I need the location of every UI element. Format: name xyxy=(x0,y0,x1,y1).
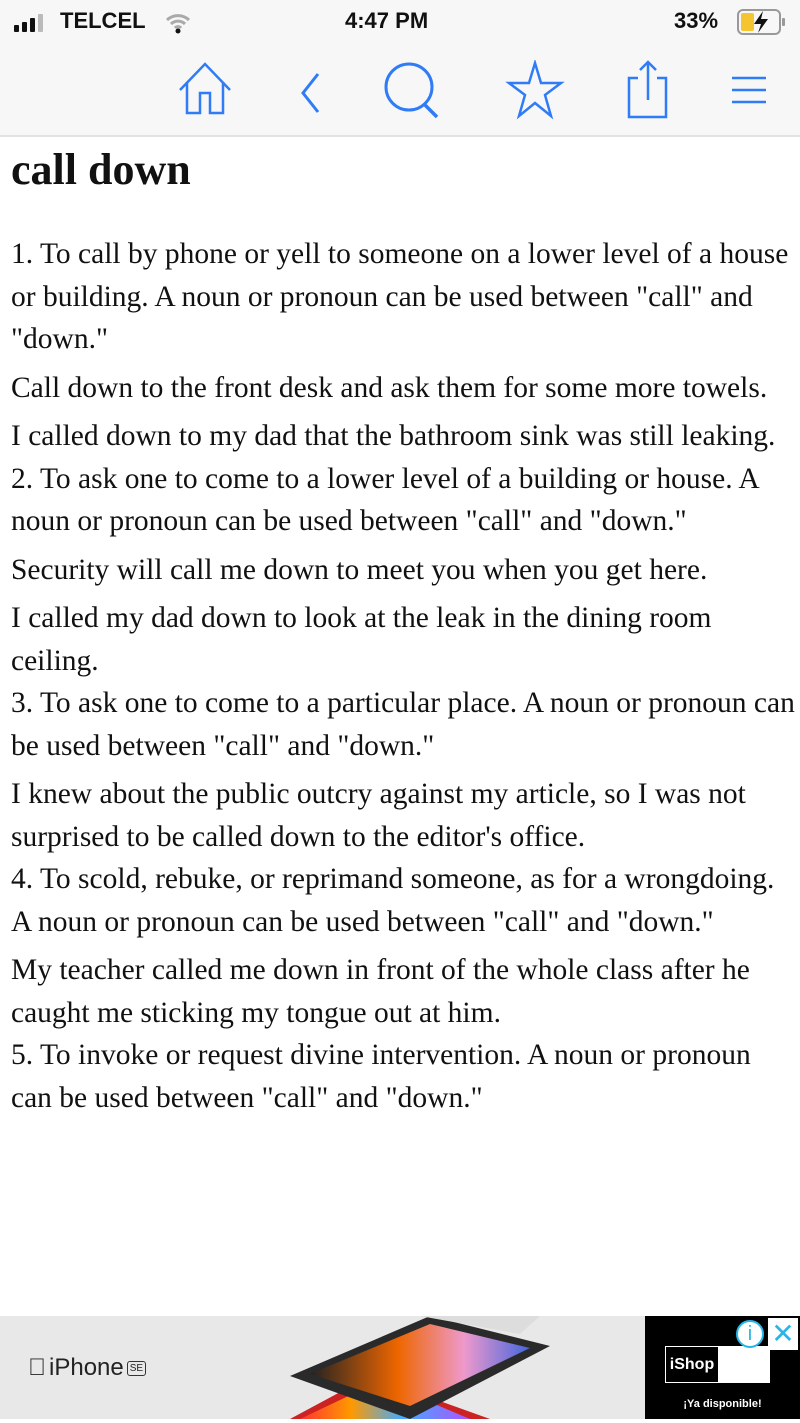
definition-5: 5. To invoke or request divine intervention. A noun or pronoun can be used between "call" and "down." xyxy=(11,1039,751,1114)
ad-close-icon[interactable]: ✕ xyxy=(768,1318,798,1350)
example: I called down to my dad that the bathroom sink was still leaking. xyxy=(11,420,776,452)
ad-banner[interactable] xyxy=(0,1316,800,1419)
example: Call down to the front desk and ask them for some more towels. xyxy=(11,371,768,404)
ad-info-icon[interactable]: i xyxy=(736,1320,764,1348)
ad-brand: iPhone xyxy=(31,1354,106,1381)
menu-icon[interactable] xyxy=(720,60,780,120)
share-icon[interactable] xyxy=(618,60,678,120)
browser-toolbar xyxy=(0,0,800,137)
example: Security will call me down to meet you when you get here. xyxy=(11,553,708,586)
home-icon[interactable] xyxy=(175,60,235,120)
clock: 4:47 PM xyxy=(345,8,429,33)
battery-charging-icon xyxy=(737,9,789,35)
carrier: TELCEL xyxy=(60,8,146,33)
definition-3: 3. To ask one to come to a particular place. A noun or pronoun can be used between "call" and "down." xyxy=(11,687,795,762)
example: I called my dad down to look at the leak in the dining room ceiling. xyxy=(11,602,712,677)
phone-image xyxy=(290,1316,580,1419)
ad-badge: SE xyxy=(127,1361,146,1376)
apple-icon xyxy=(28,1354,46,1382)
battery-percent: 33% xyxy=(674,8,719,33)
ishop-logo: iShop xyxy=(665,1346,770,1383)
ad-logo xyxy=(28,1354,146,1382)
ad-tagline: ¡Ya disponible! xyxy=(683,1398,762,1410)
signal-icon xyxy=(14,14,43,32)
wifi-icon xyxy=(165,12,191,34)
definition-1: 1. To call by phone or yell to someone on a lower level of a house or building. A noun or pronoun can be used between "call" and "down." xyxy=(11,238,789,355)
search-icon[interactable] xyxy=(382,60,442,120)
article xyxy=(11,140,796,1125)
definition-2: 2. To ask one to come to a lower level of a building or house. A noun or pronoun can be used between "call" and "down." xyxy=(11,462,759,537)
example: I knew about the public outcry against my article, so I was not surprised to be called down to the editor's office. xyxy=(11,778,746,853)
back-icon[interactable] xyxy=(285,60,345,120)
bookmark-star-icon[interactable] xyxy=(505,60,565,120)
page-title: call down xyxy=(11,145,191,194)
example: My teacher called me down in front of the whole class after he caught me sticking my tongue out at him. xyxy=(11,954,750,1029)
definition-4: 4. To scold, rebuke, or reprimand someone, as for a wrongdoing. A noun or pronoun can be used between "call" and "down." xyxy=(11,863,775,938)
